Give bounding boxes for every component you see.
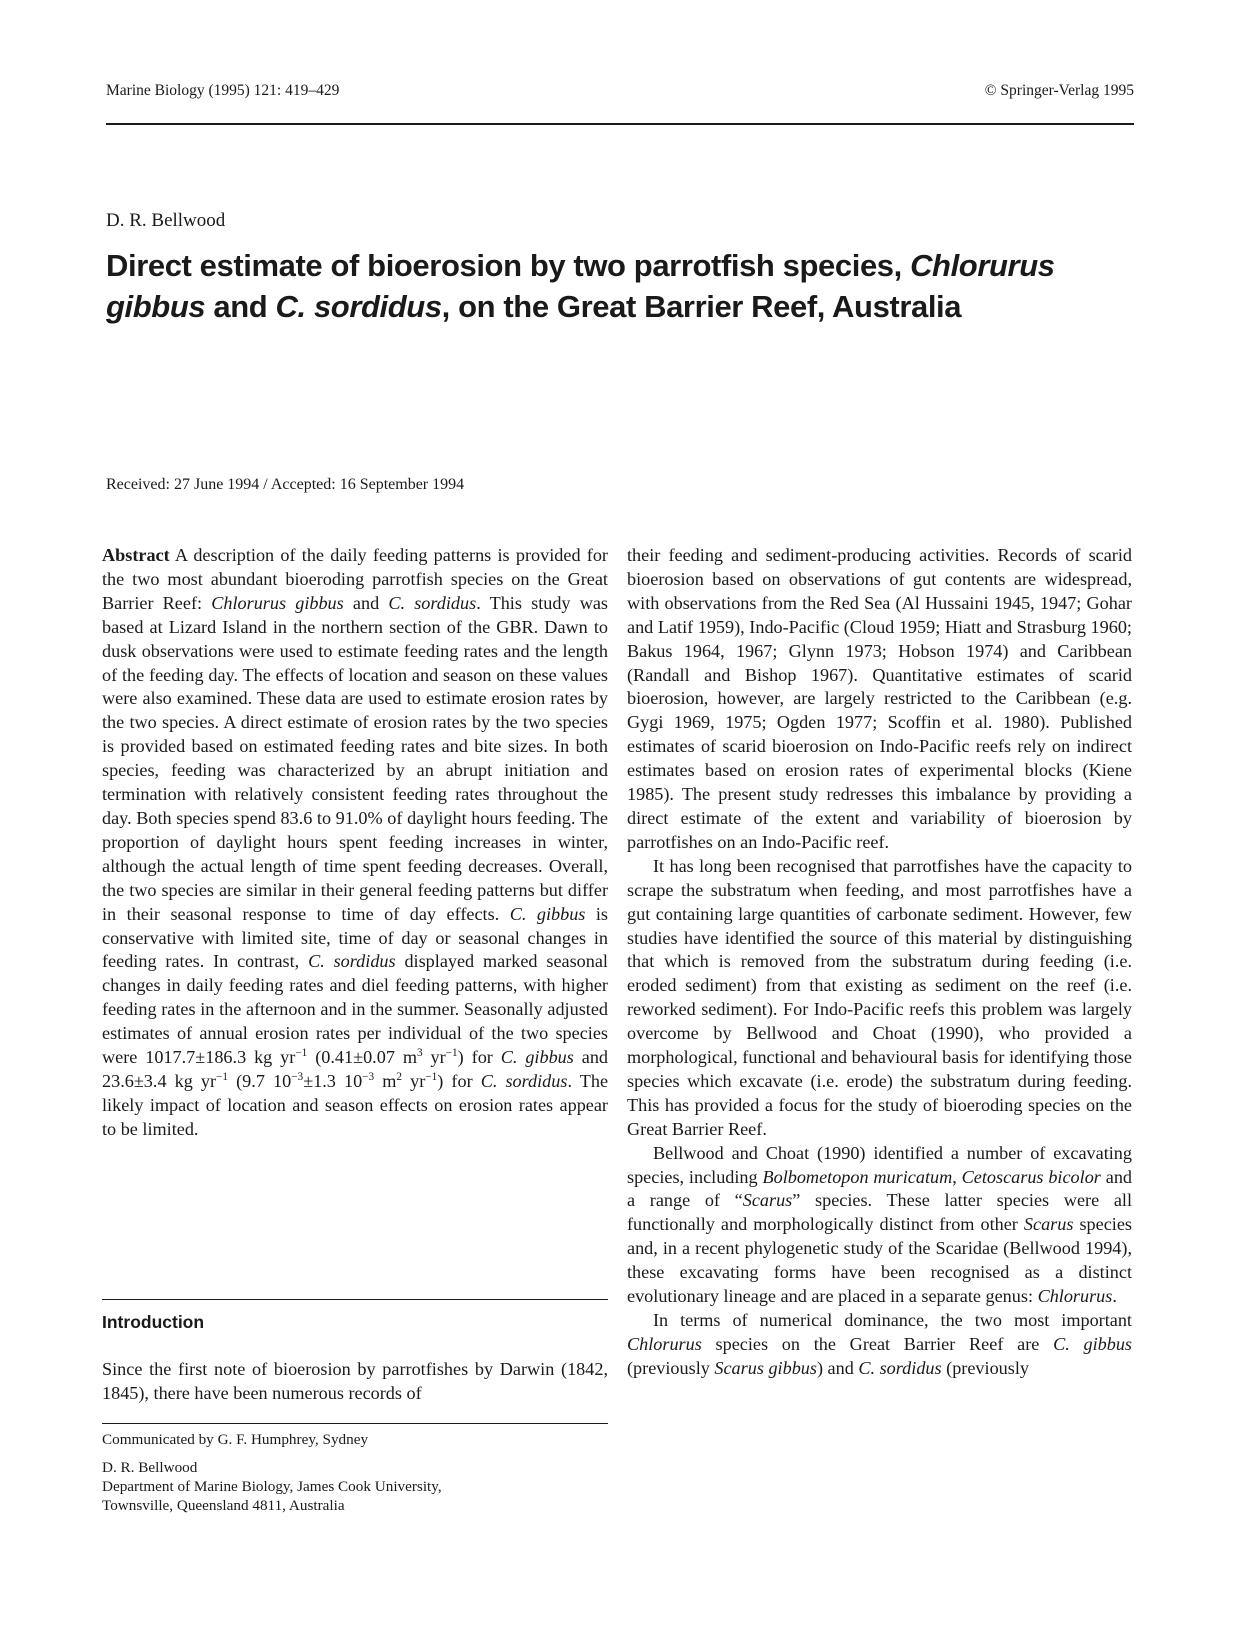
introduction-text: Since the first note of bioerosion by parrotfishes by Darwin (1842, 1845), there have been numerous records of — [102, 1359, 608, 1403]
paragraph: It has long been recognised that parrotfishes have the capacity to scrape the substratum when feeding, and most parrotfishes have a gut containing large quantities of carbonate sediment. However, few studies have identified the source of this material by distinguishing that which is removed from the substratum during feeding (i.e. eroded sediment) from that existing as sediment on the reef (i.e. reworked sediment). For Indo-Pacific reefs this problem was largely overcome by Bellwood and Choat (1990), who provided a morphological, functional and behavioural basis for identifying those species which excavate (i.e. erode) the substratum during feeding. This has provided a focus for the study of bioeroding species on the Great Barrier Reef. — [627, 855, 1132, 1139]
paragraph: Bellwood and Choat (1990) identified a number of excavating species, including Bolbometopon muricatum, Cetoscarus bicolor and a range of “Scarus” species. These latter species were all functionally and morphologically distinct from other Scarus species and, in a recent phylogenetic study of the Scaridae (Bellwood 1994), these excavating forms have been recognised as a distinct evolutionary lineage and are placed in a separate genus: Chlorurus. — [627, 1142, 1133, 1307]
paragraph: In terms of numerical dominance, the two most important Chlorurus species on the Great Barrier Reef are C. gibbus (previously Scarus gibbus) and C. sordidus (previously — [627, 1310, 1132, 1378]
footnote-rule — [102, 1423, 608, 1424]
affiliation-name: D. R. Bellwood — [102, 1459, 198, 1476]
paragraph: their feeding and sediment-producing activities. Records of scarid bioerosion based on observations of gut contents are widespread, with observations from the Red Sea (Al Hussaini 1945, 1947; Gohar and Latif 1959), Indo-Pacific (Cloud 1959; Hiatt and Strasburg 1960; Bakus 1964, 1967; Glynn 1973; Hobson 1974) and Caribbean (Randall and Bishop 1967). Quantitative estimates of scarid bioerosion, however, are largely restricted to the Caribbean (e.g. Gygi 1969, 1975; Ogden 1977; Scoffin et al. 1980). Published estimates of scarid bioerosion on Indo-Pacific reefs rely on indirect estimates based on erosion rates of experimental blocks (Kiene 1985). The present study redresses this imbalance by providing a direct estimate of the extent and variability of bioerosion by parrotfishes on an Indo-Pacific reef. — [627, 545, 1132, 852]
abstract-column — [102, 544, 608, 1142]
communicated-by: Communicated by G. F. Humphrey, Sydney — [102, 1431, 369, 1448]
copyright-notice: © Springer-Verlag 1995 — [984, 82, 1134, 99]
section-rule — [102, 1299, 608, 1300]
journal-citation: Marine Biology (1995) 121: 419–429 — [106, 82, 340, 99]
affiliation-location: Townsville, Queensland 4811, Australia — [102, 1497, 345, 1514]
paper-title: Direct estimate of bioerosion by two parrotfish species, Chlorurus gibbus and C. sordidus, on the Great Barrier Reef, Australia — [106, 248, 1055, 324]
abstract-heading: Abstract — [102, 545, 170, 565]
header-rule — [106, 123, 1134, 125]
author-name: D. R. Bellwood — [106, 210, 226, 231]
affiliation-department: Department of Marine Biology, James Cook University, — [102, 1478, 442, 1495]
author-affiliation — [102, 1458, 442, 1515]
abstract: Abstract A description of the daily feeding patterns is provided for the two most abundant bioeroding parrotfish species on the Great Barrier Reef: Chlorurus gibbus and C. sordidus. This study was based at Lizard Island in the northern section of the GBR. Dawn to dusk observations were used to estimate feeding rates and the length of the feeding day. The effects of location and season on these values were also examined. These data are used to estimate erosion rates by the two species. A direct estimate of erosion rates by the two species is provided based on estimated feeding rates and bite sizes. In both species, feeding was characterized by an abrupt initiation and termination with relatively consistent feeding rates throughout the day. Both species spend 83.6 to 91.0% of daylight hours feeding. The proportion of daylight hours spent feeding increases in winter, although the actual length of time spent feeding decreases. Overall, the two species are similar in their general feeding patterns but differ in their seasonal response to time of day effects. C. gibbus is conservative with limited site, time of day or seasonal changes in feeding rates. In contrast, C. sordidus displayed marked seasonal changes in daily feeding rates and diel feeding patterns, with higher feeding rates in the afternoon and in the summer. Seasonally adjusted estimates of annual erosion rates per individual of the two species were 1017.7±186.3 kg $yr^{-1}$ (0.41±0.07 $m^3$ $yr^{-1}$) for C. gibbus and 23.6±3.4 kg $yr^{-1}$ (9.7 $10^{-3}\pm 1.3$ $10^{-3}$ $m^2$ $yr^{-1}$) for C. sordidus. The likely impact of location and season effects on erosion rates appear to be limited. — [102, 545, 609, 1139]
introduction-heading: Introduction — [102, 1312, 205, 1332]
introduction-continued-column — [627, 544, 1132, 1381]
received-accepted-dates: Received: 27 June 1994 / Accepted: 16 September 1994 — [106, 476, 465, 493]
